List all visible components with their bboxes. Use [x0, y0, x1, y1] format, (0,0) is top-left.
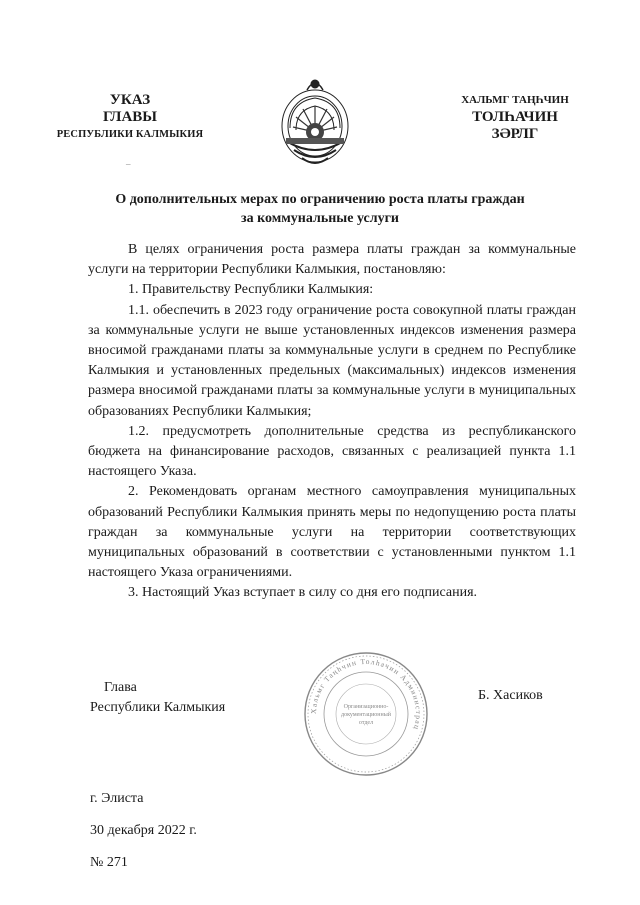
signatory-position-line-1: Глава — [104, 680, 137, 695]
paragraph-preamble: В целях ограничения роста размера платы граждан за коммунальные услуги на территории Республики Калмыкия, постановляю: — [88, 242, 576, 278]
seal-center-line-3: отдел — [358, 720, 374, 726]
seal-ring-text: Хальмг Таңһчин Толһачин Администрац — [308, 656, 424, 732]
header-left-line-2: ГЛАВЫ — [102, 109, 158, 125]
signatory-position-line-2: Республики Калмыкия — [90, 700, 226, 715]
signatory-position — [90, 678, 225, 718]
header-left-line-3: РЕСПУБЛИКИ КАЛМЫКИЯ — [56, 129, 204, 140]
paragraph-item-3: 3. Настоящий Указ вступает в силу со дня его подписания. — [128, 585, 478, 601]
paragraph-item-1: 1. Правительству Республики Калмыкия: — [128, 282, 374, 298]
title-line-1: О дополнительных мерах по ограничению роста платы граждан — [115, 192, 525, 207]
document-title — [60, 190, 580, 228]
paragraph-item-2: 2. Рекомендовать органам местного самоуправления муниципальных образований Республики Калмыкия принять меры по недопущению роста платы граждан за коммунальные услуги на территории соответствующих муниципальных образований в соответствии с установленными пунктом 1.1 настоящего Указа ограничениями. — [88, 484, 576, 581]
signatory-name: Б. Хасиков — [478, 688, 543, 703]
seal-center-line-1: Организационно- — [343, 704, 389, 710]
issue-date: 30 декабря 2022 г. — [90, 823, 197, 838]
coat-of-arms-icon — [276, 72, 354, 172]
header-left-line-1: УКАЗ — [109, 92, 151, 108]
seal-center-line-2: документационный — [341, 712, 391, 718]
document-footer — [90, 783, 197, 879]
document-number: № 271 — [90, 855, 128, 870]
scan-mark: ¯ — [126, 163, 131, 173]
official-seal-stamp — [302, 650, 430, 778]
paragraph-item-1-2: 1.2. предусмотреть дополнительные средства из республиканского бюджета на финансирование расходов, связанных с реализацией пункта 1.1 настоящего Указа. — [88, 423, 576, 480]
header-right — [430, 92, 600, 143]
header-left — [40, 92, 220, 143]
header-right-line-2: ТОЛҺАЧИН — [472, 109, 558, 125]
header-right-line-3: ЗӘРЛГ — [491, 126, 539, 142]
document-body — [88, 240, 576, 604]
paragraph-item-1-1: 1.1. обеспечить в 2023 году ограничение роста совокупной платы граждан за коммунальные услуги не выше установленных индексов изменения размера вносимой гражданами платы за коммунальные услуги в среднем по Республике Калмыкия и установленных предельных (максимальных) индексов изменения размера вносимой гражданами платы за коммунальные услуги в муниципальных образованиях Республики Калмыкия; — [88, 302, 576, 419]
title-line-2: за коммунальные услуги — [240, 211, 400, 226]
issue-city: г. Элиста — [90, 791, 144, 806]
header-right-line-1: ХАЛЬМГ ТАҢҺЧИН — [461, 94, 569, 106]
